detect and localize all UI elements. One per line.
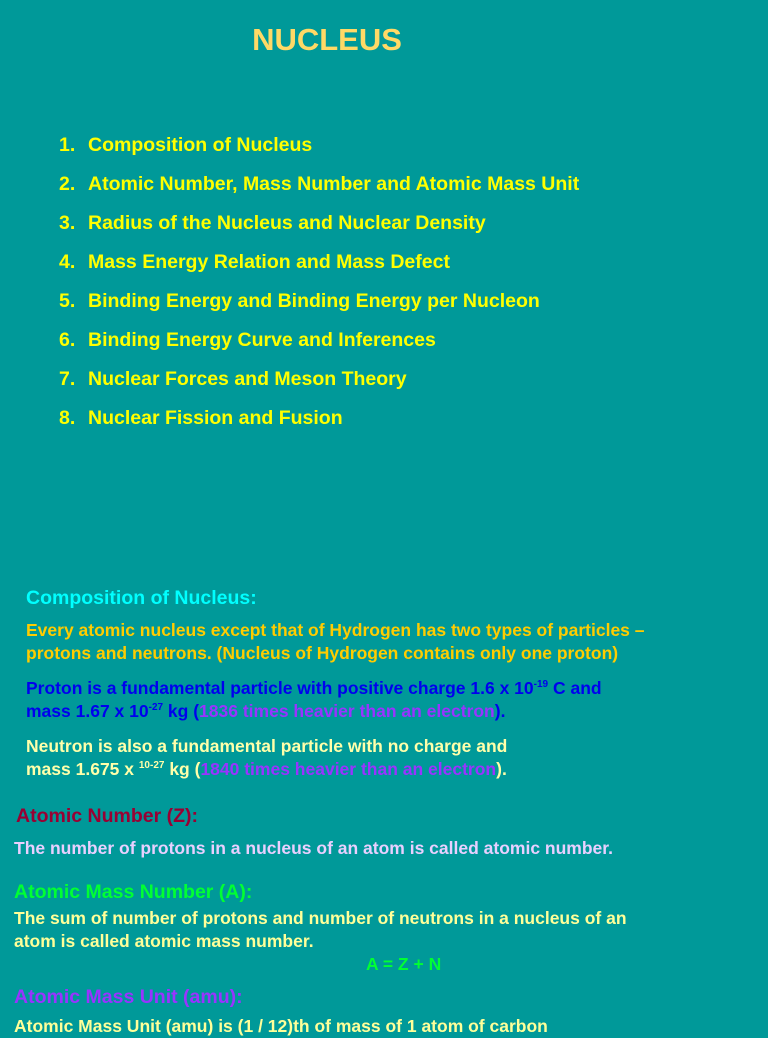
neutron-exponent: 10-27 <box>138 760 165 772</box>
toc-item-number: 1. <box>59 134 76 156</box>
toc-item <box>59 172 579 211</box>
toc-item <box>59 211 579 250</box>
toc-item-text: Mass Energy Relation and Mass Defect <box>88 251 450 273</box>
toc-item <box>59 328 579 367</box>
page-title: NUCLEUS <box>252 22 402 57</box>
proton-line2-b: kg ( <box>163 701 200 721</box>
proton-para <box>26 677 602 723</box>
neutron-line1: Neutron is also a fundamental particle with no charge and <box>26 736 508 756</box>
proton-line2-a: mass 1.67 x 10 <box>26 701 149 721</box>
toc-item-text: Radius of the Nucleus and Nuclear Density <box>88 212 486 234</box>
toc-item-number: 6. <box>59 329 76 351</box>
mass-number-line1: The sum of number of protons and number of neutrons in a nucleus of an <box>14 908 627 928</box>
toc-item-number: 2. <box>59 173 76 195</box>
toc-item-text: Composition of Nucleus <box>88 134 313 156</box>
toc-item-text: Nuclear Fission and Fusion <box>88 407 343 429</box>
composition-para1-line2: protons and neutrons. (Nucleus of Hydrogen contains only one proton) <box>26 643 619 663</box>
toc-item <box>59 406 579 445</box>
proton-note: 1836 times heavier than an electron <box>199 701 495 721</box>
atomic-number-heading: Atomic Number (Z): <box>16 805 198 827</box>
atomic-number-text: The number of protons in a nucleus of an atom is called atomic number. <box>14 838 613 858</box>
neutron-note: 1840 times heavier than an electron <box>200 759 497 779</box>
proton-exponent2: -27 <box>148 702 164 714</box>
proton-close: ). <box>494 701 506 721</box>
neutron-para <box>26 735 507 781</box>
toc-item <box>59 367 579 406</box>
composition-para1 <box>26 619 645 665</box>
toc-item-number: 7. <box>59 368 76 390</box>
composition-heading: Composition of Nucleus: <box>26 587 257 609</box>
amu-text: Atomic Mass Unit (amu) is (1 / 12)th of mass of 1 atom of carbon <box>14 1016 548 1036</box>
proton-exponent1: -19 <box>533 679 549 691</box>
mass-number-line2: atom is called atomic mass number. <box>14 931 314 951</box>
proton-line1-b: C and <box>548 678 602 698</box>
proton-line1-a: Proton is a fundamental particle with positive charge 1.6 x 10 <box>26 678 534 698</box>
toc-item <box>59 250 579 289</box>
toc-item-text: Binding Energy Curve and Inferences <box>88 329 436 351</box>
toc-item-number: 3. <box>59 212 76 234</box>
neutron-line2-a: mass 1.675 x <box>26 759 139 779</box>
mass-number-heading: Atomic Mass Number (A): <box>14 881 253 903</box>
toc-item <box>59 133 579 172</box>
amu-heading: Atomic Mass Unit (amu): <box>14 986 243 1008</box>
table-of-contents <box>59 133 579 445</box>
composition-para1-line1: Every atomic nucleus except that of Hydrogen has two types of particles – <box>26 620 645 640</box>
toc-item-text: Atomic Number, Mass Number and Atomic Mass Unit <box>88 173 580 195</box>
toc-item-number: 5. <box>59 290 76 312</box>
toc-item <box>59 289 579 328</box>
mass-number-text <box>14 907 627 953</box>
toc-item-text: Nuclear Forces and Meson Theory <box>88 368 407 390</box>
mass-number-formula: A = Z + N <box>366 954 442 974</box>
neutron-close: ). <box>496 759 507 779</box>
toc-item-text: Binding Energy and Binding Energy per Nucleon <box>88 290 540 312</box>
toc-item-number: 8. <box>59 407 76 429</box>
neutron-line2-b: kg ( <box>164 759 201 779</box>
toc-item-number: 4. <box>59 251 76 273</box>
